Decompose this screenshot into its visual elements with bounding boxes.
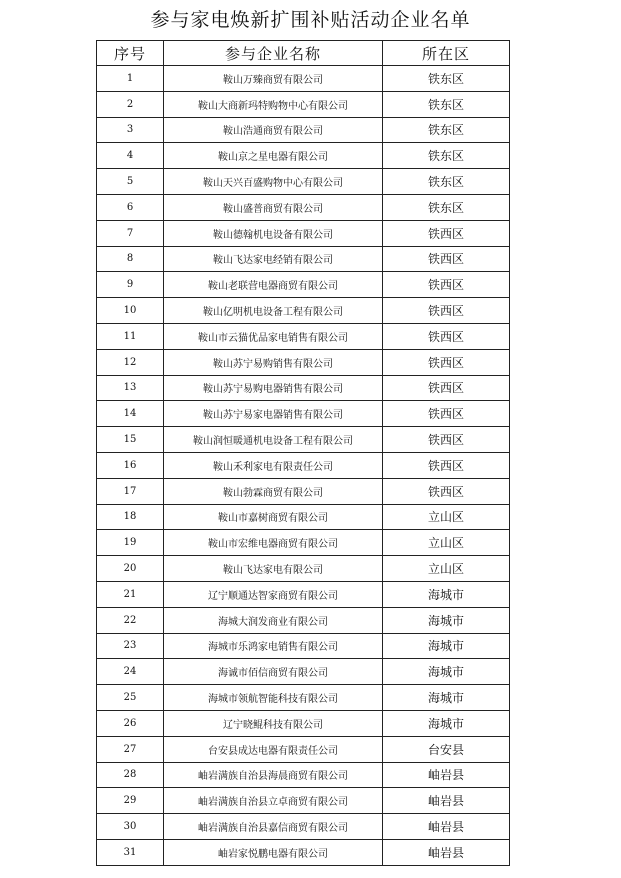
cell-index: 10 (97, 298, 164, 324)
cell-company-name: 海城市乐鸿家电销售有限公司 (164, 633, 383, 659)
table-row (97, 117, 510, 143)
cell-index: 13 (97, 375, 164, 401)
table-body (97, 66, 510, 866)
header-company-name: 参与企业名称 (164, 41, 383, 66)
cell-index: 9 (97, 272, 164, 298)
cell-index: 20 (97, 556, 164, 582)
table-row (97, 607, 510, 633)
cell-company-name: 鞍山苏宁易购电器销售有限公司 (164, 375, 383, 401)
cell-district: 立山区 (383, 530, 510, 556)
table-row (97, 659, 510, 685)
cell-company-name: 鞍山飞达家电有限公司 (164, 556, 383, 582)
cell-district: 海城市 (383, 633, 510, 659)
cell-district: 海城市 (383, 581, 510, 607)
cell-district: 立山区 (383, 556, 510, 582)
cell-district: 岫岩县 (383, 788, 510, 814)
cell-company-name: 鞍山德翰机电设备有限公司 (164, 220, 383, 246)
cell-district: 海城市 (383, 710, 510, 736)
cell-district: 海城市 (383, 685, 510, 711)
cell-company-name: 鞍山勃霖商贸有限公司 (164, 478, 383, 504)
enterprise-table (96, 40, 510, 866)
table-row (97, 762, 510, 788)
table-row (97, 194, 510, 220)
cell-index: 2 (97, 91, 164, 117)
cell-district: 铁西区 (383, 427, 510, 453)
cell-index: 12 (97, 349, 164, 375)
table-row (97, 298, 510, 324)
cell-index: 31 (97, 839, 164, 865)
cell-company-name: 鞍山苏宁易购销售有限公司 (164, 349, 383, 375)
cell-district: 铁西区 (383, 401, 510, 427)
table-row (97, 452, 510, 478)
table-row (97, 66, 510, 92)
cell-company-name: 鞍山市宏维电器商贸有限公司 (164, 530, 383, 556)
cell-district: 铁西区 (383, 349, 510, 375)
cell-index: 14 (97, 401, 164, 427)
cell-company-name: 鞍山亿明机电设备工程有限公司 (164, 298, 383, 324)
table-row (97, 323, 510, 349)
cell-company-name: 鞍山飞达家电经销有限公司 (164, 246, 383, 272)
cell-district: 立山区 (383, 504, 510, 530)
cell-company-name: 辽宁晓鲲科技有限公司 (164, 710, 383, 736)
cell-index: 28 (97, 762, 164, 788)
table-row (97, 710, 510, 736)
cell-index: 7 (97, 220, 164, 246)
cell-district: 铁西区 (383, 298, 510, 324)
cell-district: 岫岩县 (383, 839, 510, 865)
cell-index: 29 (97, 788, 164, 814)
cell-index: 6 (97, 194, 164, 220)
header-index: 序号 (97, 41, 164, 66)
cell-index: 11 (97, 323, 164, 349)
table-row (97, 530, 510, 556)
cell-district: 铁西区 (383, 246, 510, 272)
table-row (97, 375, 510, 401)
cell-company-name: 海城市领航智能科技有限公司 (164, 685, 383, 711)
cell-district: 铁西区 (383, 375, 510, 401)
table-row (97, 169, 510, 195)
cell-company-name: 鞍山天兴百盛购物中心有限公司 (164, 169, 383, 195)
cell-index: 22 (97, 607, 164, 633)
table-row (97, 401, 510, 427)
cell-company-name: 岫岩满族自治县海晨商贸有限公司 (164, 762, 383, 788)
cell-district: 海城市 (383, 659, 510, 685)
cell-index: 19 (97, 530, 164, 556)
cell-company-name: 鞍山盛普商贸有限公司 (164, 194, 383, 220)
table-row (97, 91, 510, 117)
table-row (97, 685, 510, 711)
cell-company-name: 鞍山京之星电器有限公司 (164, 143, 383, 169)
cell-district: 铁西区 (383, 452, 510, 478)
cell-company-name: 鞍山苏宁易家电器销售有限公司 (164, 401, 383, 427)
cell-company-name: 鞍山市云猫优品家电销售有限公司 (164, 323, 383, 349)
cell-district: 铁西区 (383, 323, 510, 349)
table-row (97, 736, 510, 762)
cell-company-name: 岫岩满族自治县立卓商贸有限公司 (164, 788, 383, 814)
cell-district: 铁西区 (383, 478, 510, 504)
cell-district: 铁东区 (383, 143, 510, 169)
cell-company-name: 鞍山大商新玛特购物中心有限公司 (164, 91, 383, 117)
header-district: 所在区 (383, 41, 510, 66)
table-row (97, 427, 510, 453)
cell-index: 26 (97, 710, 164, 736)
cell-index: 30 (97, 814, 164, 840)
cell-index: 18 (97, 504, 164, 530)
cell-district: 铁东区 (383, 169, 510, 195)
cell-index: 15 (97, 427, 164, 453)
cell-index: 23 (97, 633, 164, 659)
table-header (97, 41, 510, 66)
cell-company-name: 鞍山市嘉树商贸有限公司 (164, 504, 383, 530)
cell-index: 24 (97, 659, 164, 685)
cell-index: 5 (97, 169, 164, 195)
table-row (97, 814, 510, 840)
table-row (97, 839, 510, 865)
page-title: 参与家电焕新扩围补贴活动企业名单 (150, 9, 471, 31)
table-row (97, 143, 510, 169)
cell-index: 21 (97, 581, 164, 607)
cell-district: 铁东区 (383, 66, 510, 92)
cell-company-name: 海城大润发商业有限公司 (164, 607, 383, 633)
cell-index: 3 (97, 117, 164, 143)
table-row (97, 504, 510, 530)
cell-company-name: 台安县成达电器有限责任公司 (164, 736, 383, 762)
cell-company-name: 鞍山浩通商贸有限公司 (164, 117, 383, 143)
table-row (97, 272, 510, 298)
cell-index: 16 (97, 452, 164, 478)
cell-company-name: 鞍山禾利家电有限责任公司 (164, 452, 383, 478)
cell-district: 铁东区 (383, 194, 510, 220)
cell-district: 铁东区 (383, 117, 510, 143)
table-row (97, 246, 510, 272)
table-row (97, 788, 510, 814)
cell-index: 4 (97, 143, 164, 169)
table-row (97, 349, 510, 375)
cell-district: 岫岩县 (383, 814, 510, 840)
cell-district: 海城市 (383, 607, 510, 633)
cell-index: 25 (97, 685, 164, 711)
cell-company-name: 岫岩满族自治县嘉信商贸有限公司 (164, 814, 383, 840)
table-row (97, 478, 510, 504)
cell-company-name: 鞍山润恒暖通机电设备工程有限公司 (164, 427, 383, 453)
cell-index: 27 (97, 736, 164, 762)
cell-company-name: 辽宁顺通达智家商贸有限公司 (164, 581, 383, 607)
table-row (97, 633, 510, 659)
cell-district: 铁东区 (383, 91, 510, 117)
table-row (97, 220, 510, 246)
table-row (97, 581, 510, 607)
cell-district: 铁西区 (383, 220, 510, 246)
table-row (97, 556, 510, 582)
cell-index: 8 (97, 246, 164, 272)
cell-company-name: 海诚市佰信商贸有限公司 (164, 659, 383, 685)
cell-index: 17 (97, 478, 164, 504)
cell-district: 台安县 (383, 736, 510, 762)
header-row (97, 41, 510, 66)
cell-district: 铁西区 (383, 272, 510, 298)
cell-company-name: 岫岩家悦鹏电器有限公司 (164, 839, 383, 865)
cell-company-name: 鞍山老联营电器商贸有限公司 (164, 272, 383, 298)
cell-index: 1 (97, 66, 164, 92)
cell-company-name: 鞍山万臻商贸有限公司 (164, 66, 383, 92)
cell-district: 岫岩县 (383, 762, 510, 788)
